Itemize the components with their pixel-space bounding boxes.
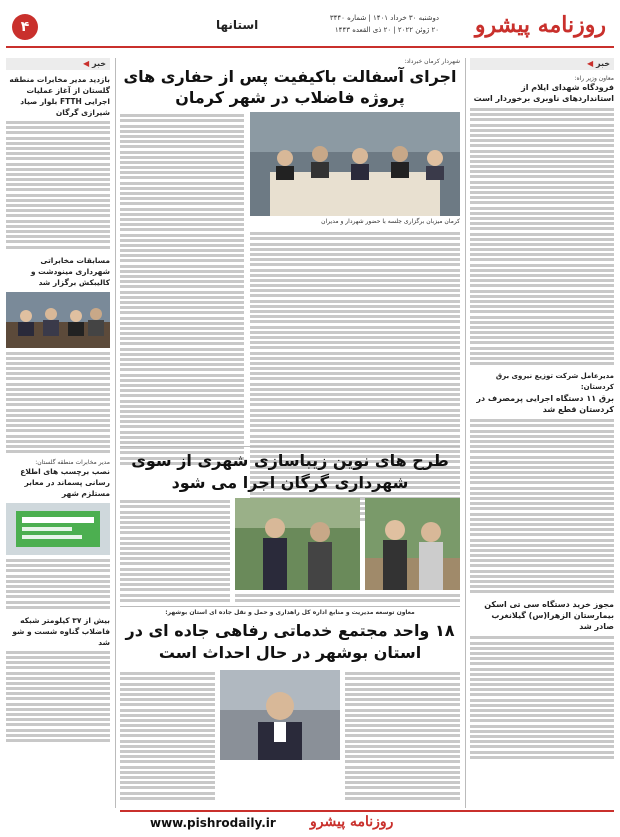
left-item4-title: بیش از ۳۷ کیلومتر شبکه فاضلاب گناوه شست و شو شد: [12, 615, 110, 647]
date-line-2: ۲۰ ژوئن ۲۰۲۲ | ۲۰ ذی القعده ۱۴۴۳: [334, 26, 439, 34]
right-item2-title: برق ۱۱ دستگاه اجرایی پرمصرف در کردستان قطع شد: [476, 394, 614, 415]
right-column-tag: خبر ◀: [470, 58, 614, 70]
right-item3-body: [470, 636, 614, 758]
right-item2-kicker: مدیرعامل شرکت توزیع نیروی برق کردستان:: [495, 372, 614, 392]
right-item1-body: [470, 108, 614, 365]
left-item3-kicker: مدیر مخابرات منطقه گلستان:: [35, 459, 110, 467]
left-item1-title: بازدید مدیر مخابرات منطقه گلستان از آغاز عملیات اجرایی FTTH بلوار صیاد شیرازی گرگان: [9, 75, 110, 117]
third-article-body-right: [345, 670, 460, 802]
main-meeting-photo: [250, 112, 460, 216]
left-item3-body: [6, 559, 110, 609]
gorgan-photo: [235, 498, 360, 590]
main-article-body-left: [120, 112, 244, 467]
column-divider: [115, 58, 116, 808]
section-title: استانها: [216, 18, 259, 32]
article-divider: [120, 606, 460, 607]
column-divider: [465, 58, 466, 808]
left-item2-body: [6, 352, 110, 454]
waste-sign-photo: [6, 503, 110, 555]
issue-date: [239, 12, 439, 36]
right-item2-body: [470, 419, 614, 593]
newspaper-logo: روزنامه پیشرو: [474, 12, 606, 38]
right-item3-title: مجوز خرید دستگاه سی تی اسکن بیمارستان الزهرا(س) گیلانغرب صادر شد: [484, 600, 614, 632]
meeting-photo: [6, 292, 110, 348]
main-article-title: اجرای آسفالت باکیفیت پس از حفاری های پروژه فاضلاب در شهر کرمان: [123, 67, 457, 107]
page-header: [6, 6, 614, 48]
right-item1-title: فرودگاه شهدای ایلام از استانداردهای ناوبری برخوردار است: [473, 83, 614, 103]
page-footer: [120, 810, 614, 834]
main-photo-caption: کرمان میزبان برگزاری جلسه با حضور شهردار و مدیران: [321, 218, 460, 225]
right-item1-kicker: معاون وزیر راه:: [574, 75, 614, 82]
gorgan-photo-caption: [235, 592, 460, 605]
left-item1-body: [6, 121, 110, 249]
left-item4-body: [6, 651, 110, 742]
second-article-body: [120, 498, 230, 604]
footer-logo: روزنامه پیشرو: [310, 814, 394, 830]
footer-website-link[interactable]: www.pishrodaily.ir: [150, 816, 276, 830]
left-item3-title: نصب برچسب های اطلاع رسانی پسماند در معابر مستلزم شهر: [20, 467, 110, 499]
third-article-title: ۱۸ واحد مجتمع خدماتی رفاهی جاده ای در استان بوشهر در حال احداث است: [125, 621, 455, 662]
main-article-kicker: شهردار کرمان خبرداد:: [404, 58, 460, 65]
third-article-body-left: [120, 670, 215, 802]
page-number: ۴: [12, 14, 38, 40]
left-column-tag: خبر ◀: [6, 58, 110, 70]
left-column: [6, 58, 110, 818]
article-divider: [120, 446, 460, 447]
right-column: [470, 58, 614, 818]
second-article-title: طرح های نوین زیباسازی شهری از سوی شهرداری گرگان اجرا می شود: [131, 451, 449, 492]
date-line-1: دوشنبه ۳۰ خرداد ۱۴۰۱ | شماره ۳۴۴۰: [329, 14, 439, 22]
bushehr-photo: [220, 670, 340, 760]
third-article-kicker: معاون توسعه مدیریت و منابع اداره کل راهداری و حمل و نقل جاده ای استان بوشهر:: [165, 609, 415, 616]
gorgan-photo-2: [365, 498, 460, 590]
left-item2-title: مسابقات مخابراتی شهرداری مینودشت و کالیبکش برگزار شد: [30, 255, 110, 287]
